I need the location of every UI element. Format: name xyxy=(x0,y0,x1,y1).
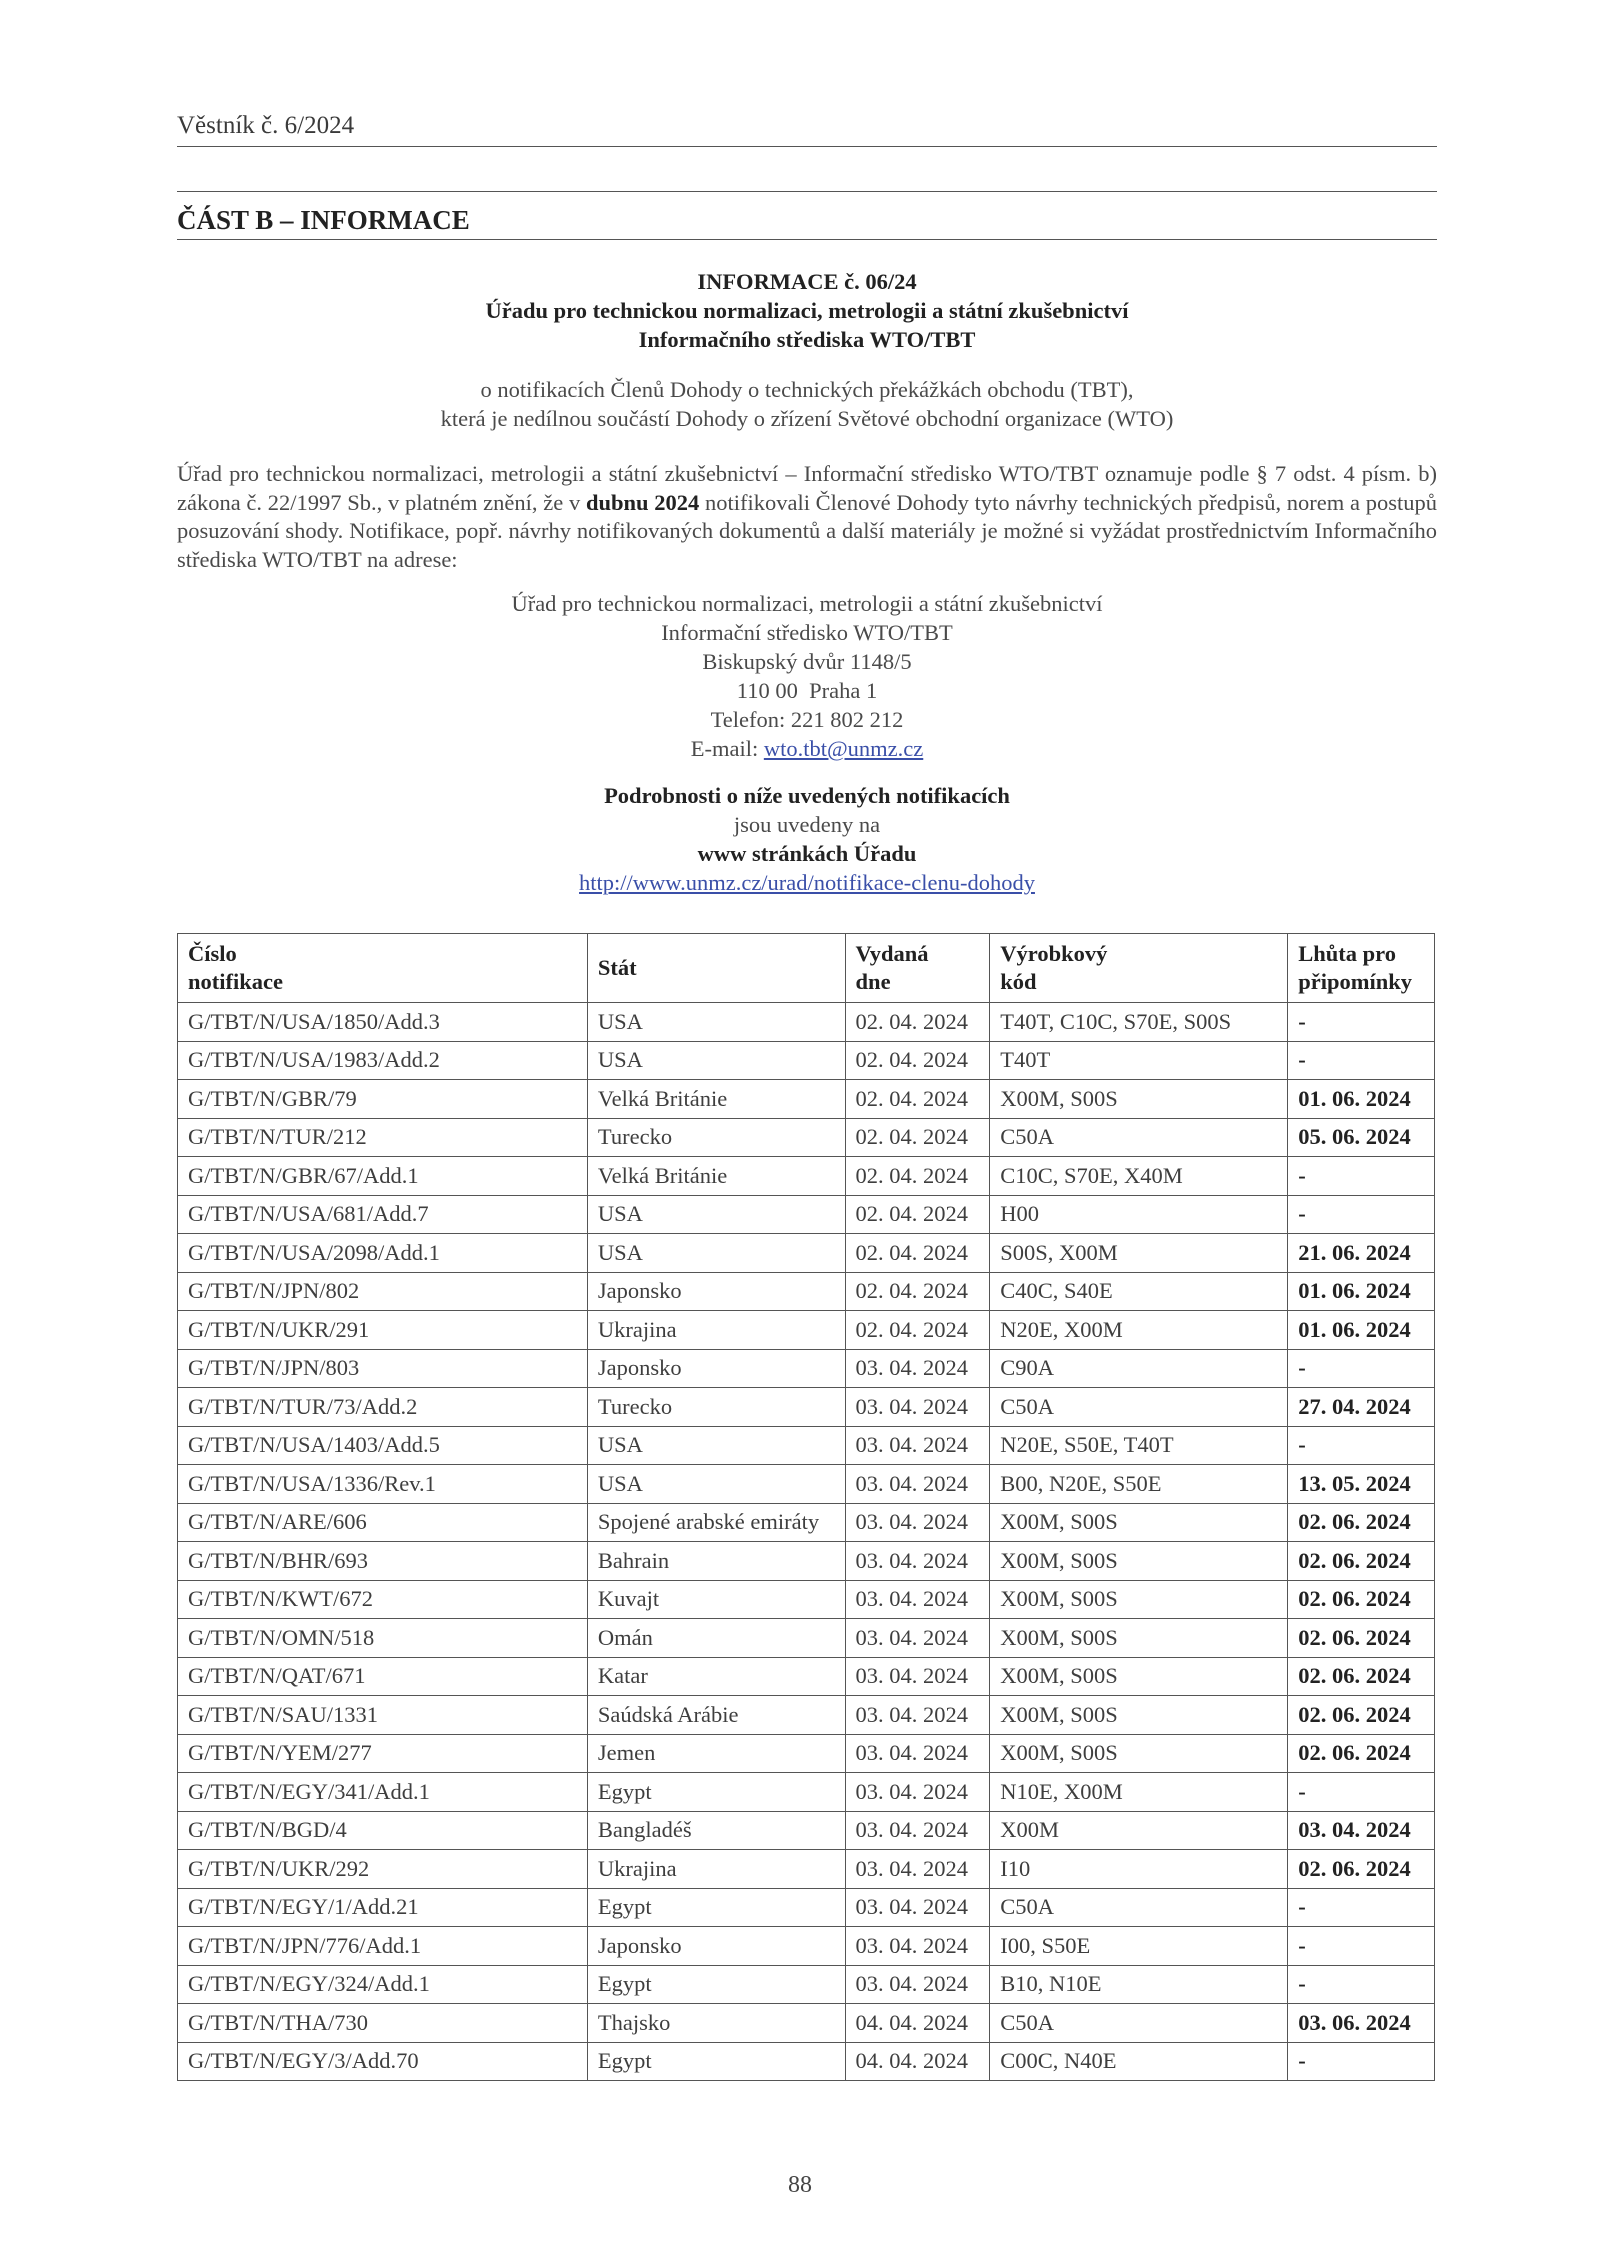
cell-issued: 03. 04. 2024 xyxy=(845,1465,990,1504)
cell-number: G/TBT/N/KWT/672 xyxy=(178,1580,588,1619)
cell-state: Omán xyxy=(587,1619,845,1658)
header-number-l1: Číslo xyxy=(188,941,237,966)
cell-state: Velká Británie xyxy=(587,1080,845,1119)
cell-issued: 03. 04. 2024 xyxy=(845,1503,990,1542)
cell-number: G/TBT/N/USA/2098/Add.1 xyxy=(178,1234,588,1273)
page-number: 88 xyxy=(788,2172,812,2198)
header-deadline xyxy=(1288,934,1435,1003)
cell-issued: 02. 04. 2024 xyxy=(845,1080,990,1119)
cell-deadline: 02. 06. 2024 xyxy=(1288,1850,1435,1889)
cell-deadline: - xyxy=(1288,1888,1435,1927)
header-issued-l1: Vydaná xyxy=(855,941,929,966)
cell-state: USA xyxy=(587,1003,845,1042)
cell-number: G/TBT/N/GBR/79 xyxy=(178,1080,588,1119)
header-issued xyxy=(845,934,990,1003)
cell-code: C50A xyxy=(990,1118,1288,1157)
cell-issued: 03. 04. 2024 xyxy=(845,1542,990,1581)
details-line3: www stránkách Úřadu xyxy=(697,841,917,866)
cell-number: G/TBT/N/BGD/4 xyxy=(178,1811,588,1850)
address-line1: Úřad pro technickou normalizaci, metrologii a státní zkušebnictví xyxy=(511,591,1103,616)
section-title: ČÁST B – INFORMACE xyxy=(177,205,470,235)
table-row xyxy=(178,1003,1435,1042)
cell-state: Katar xyxy=(587,1657,845,1696)
cell-issued: 03. 04. 2024 xyxy=(845,1349,990,1388)
cell-state: Velká Británie xyxy=(587,1157,845,1196)
table-row xyxy=(178,1965,1435,2004)
cell-number: G/TBT/N/EGY/324/Add.1 xyxy=(178,1965,588,2004)
table-row xyxy=(178,1773,1435,1812)
cell-issued: 02. 04. 2024 xyxy=(845,1311,990,1350)
cell-code: I00, S50E xyxy=(990,1927,1288,1966)
cell-state: Japonsko xyxy=(587,1349,845,1388)
table-row xyxy=(178,1272,1435,1311)
cell-code: C90A xyxy=(990,1349,1288,1388)
cell-code: X00M, S00S xyxy=(990,1542,1288,1581)
cell-state: Japonsko xyxy=(587,1272,845,1311)
cell-issued: 02. 04. 2024 xyxy=(845,1272,990,1311)
table-row xyxy=(178,1080,1435,1119)
table-row xyxy=(178,1234,1435,1273)
info-title xyxy=(177,267,1437,354)
cell-code: X00M, S00S xyxy=(990,1503,1288,1542)
cell-number: G/TBT/N/USA/1983/Add.2 xyxy=(178,1041,588,1080)
cell-deadline: 01. 06. 2024 xyxy=(1288,1311,1435,1350)
table-row xyxy=(178,1349,1435,1388)
cell-number: G/TBT/N/USA/1403/Add.5 xyxy=(178,1426,588,1465)
cell-deadline: - xyxy=(1288,1041,1435,1080)
table-row xyxy=(178,1118,1435,1157)
cell-state: Bangladéš xyxy=(587,1811,845,1850)
cell-state: USA xyxy=(587,1041,845,1080)
cell-issued: 03. 04. 2024 xyxy=(845,1388,990,1427)
subtitle-line1: o notifikacích Členů Dohody o technických překážkách obchodu (TBT), xyxy=(480,377,1134,402)
cell-deadline: 13. 05. 2024 xyxy=(1288,1465,1435,1504)
cell-deadline: - xyxy=(1288,1003,1435,1042)
intro-paragraph xyxy=(177,460,1437,574)
cell-state: Egypt xyxy=(587,1965,845,2004)
cell-issued: 03. 04. 2024 xyxy=(845,1965,990,2004)
table-row xyxy=(178,1927,1435,1966)
cell-deadline: 01. 06. 2024 xyxy=(1288,1080,1435,1119)
cell-state: USA xyxy=(587,1195,845,1234)
cell-deadline: 02. 06. 2024 xyxy=(1288,1619,1435,1658)
table-row xyxy=(178,1157,1435,1196)
address-email-line xyxy=(177,734,1437,763)
cell-deadline: - xyxy=(1288,1426,1435,1465)
header-code xyxy=(990,934,1288,1003)
cell-number: G/TBT/N/TUR/212 xyxy=(178,1118,588,1157)
table-row xyxy=(178,1465,1435,1504)
cell-number: G/TBT/N/ARE/606 xyxy=(178,1503,588,1542)
cell-deadline: 27. 04. 2024 xyxy=(1288,1388,1435,1427)
info-title-line2: Úřadu pro technickou normalizaci, metrologii a státní zkušebnictví xyxy=(485,298,1129,323)
cell-state: Turecko xyxy=(587,1388,845,1427)
cell-issued: 03. 04. 2024 xyxy=(845,1619,990,1658)
cell-issued: 02. 04. 2024 xyxy=(845,1157,990,1196)
intro-text-1: Úřad pro technickou normalizaci, metrologii a státní zkušebnictví – Informační středisko WTO/TBT oznamuje podle § 7 odst. 4 písm. b) zákona č. 22/1997 Sb., v platném znění, že v xyxy=(177,461,1437,515)
address-block xyxy=(177,589,1437,763)
cell-number: G/TBT/N/THA/730 xyxy=(178,2004,588,2043)
cell-code: C00C, N40E xyxy=(990,2042,1288,2081)
cell-code: C50A xyxy=(990,1888,1288,1927)
subtitle xyxy=(177,375,1437,433)
cell-state: Ukrajina xyxy=(587,1311,845,1350)
notifications-table xyxy=(177,933,1435,2081)
cell-number: G/TBT/N/USA/1850/Add.3 xyxy=(178,1003,588,1042)
cell-number: G/TBT/N/EGY/3/Add.70 xyxy=(178,2042,588,2081)
cell-number: G/TBT/N/EGY/1/Add.21 xyxy=(178,1888,588,1927)
cell-issued: 03. 04. 2024 xyxy=(845,1927,990,1966)
cell-code: X00M, S00S xyxy=(990,1080,1288,1119)
cell-issued: 04. 04. 2024 xyxy=(845,2004,990,2043)
cell-issued: 03. 04. 2024 xyxy=(845,1888,990,1927)
journal-header: Věstník č. 6/2024 xyxy=(177,112,355,139)
header-deadline-l2: připomínky xyxy=(1298,969,1413,994)
header-code-l1: Výrobkový xyxy=(1000,941,1108,966)
details-block xyxy=(177,781,1437,897)
address-line3: Biskupský dvůr 1148/5 xyxy=(702,649,912,674)
details-line2: jsou uvedeny na xyxy=(733,812,881,837)
cell-code: B10, N10E xyxy=(990,1965,1288,2004)
cell-deadline: 02. 06. 2024 xyxy=(1288,1696,1435,1735)
cell-number: G/TBT/N/EGY/341/Add.1 xyxy=(178,1773,588,1812)
cell-number: G/TBT/N/JPN/803 xyxy=(178,1349,588,1388)
cell-number: G/TBT/N/USA/1336/Rev.1 xyxy=(178,1465,588,1504)
cell-state: USA xyxy=(587,1465,845,1504)
intro-bold-month: dubnu 2024 xyxy=(585,489,700,515)
cell-number: G/TBT/N/UKR/291 xyxy=(178,1311,588,1350)
cell-code: C10C, S70E, X40M xyxy=(990,1157,1288,1196)
table-row xyxy=(178,1811,1435,1850)
email-label: E-mail: xyxy=(690,736,764,761)
cell-issued: 03. 04. 2024 xyxy=(845,1657,990,1696)
cell-state: USA xyxy=(587,1234,845,1273)
section-rule-top xyxy=(177,191,1437,192)
table-row xyxy=(178,1734,1435,1773)
cell-number: G/TBT/N/UKR/292 xyxy=(178,1850,588,1889)
cell-state: Saúdská Arábie xyxy=(587,1696,845,1735)
cell-deadline: 03. 06. 2024 xyxy=(1288,2004,1435,2043)
cell-code: X00M, S00S xyxy=(990,1619,1288,1658)
cell-code: X00M, S00S xyxy=(990,1657,1288,1696)
cell-code: N10E, X00M xyxy=(990,1773,1288,1812)
table-row xyxy=(178,1850,1435,1889)
cell-state: Egypt xyxy=(587,1773,845,1812)
table-row xyxy=(178,1311,1435,1350)
cell-state: Spojené arabské emiráty xyxy=(587,1503,845,1542)
cell-issued: 03. 04. 2024 xyxy=(845,1850,990,1889)
cell-deadline: - xyxy=(1288,1349,1435,1388)
details-url-link[interactable]: http://www.unmz.cz/urad/notifikace-clenu-dohody xyxy=(579,870,1035,895)
table-row xyxy=(178,1041,1435,1080)
cell-issued: 03. 04. 2024 xyxy=(845,1811,990,1850)
table-row xyxy=(178,1619,1435,1658)
cell-state: Turecko xyxy=(587,1118,845,1157)
cell-number: G/TBT/N/SAU/1331 xyxy=(178,1696,588,1735)
cell-issued: 03. 04. 2024 xyxy=(845,1696,990,1735)
cell-state: Bahrain xyxy=(587,1542,845,1581)
cell-state: Egypt xyxy=(587,2042,845,2081)
cell-state: Thajsko xyxy=(587,2004,845,2043)
cell-number: G/TBT/N/OMN/518 xyxy=(178,1619,588,1658)
table-row xyxy=(178,2004,1435,2043)
table-row xyxy=(178,2042,1435,2081)
cell-issued: 02. 04. 2024 xyxy=(845,1234,990,1273)
address-line2: Informační středisko WTO/TBT xyxy=(661,620,953,645)
subtitle-line2: která je nedílnou součástí Dohody o zřízení Světové obchodní organizace (WTO) xyxy=(440,406,1174,431)
cell-issued: 02. 04. 2024 xyxy=(845,1195,990,1234)
table-row xyxy=(178,1426,1435,1465)
details-line1: Podrobnosti o níže uvedených notifikacích xyxy=(604,783,1010,808)
cell-number: G/TBT/N/JPN/776/Add.1 xyxy=(178,1927,588,1966)
cell-number: G/TBT/N/YEM/277 xyxy=(178,1734,588,1773)
cell-deadline: - xyxy=(1288,1157,1435,1196)
email-link[interactable]: wto.tbt@unmz.cz xyxy=(763,736,924,761)
table-row xyxy=(178,1388,1435,1427)
cell-issued: 03. 04. 2024 xyxy=(845,1580,990,1619)
cell-code: X00M, S00S xyxy=(990,1580,1288,1619)
cell-deadline: - xyxy=(1288,1773,1435,1812)
cell-issued: 02. 04. 2024 xyxy=(845,1003,990,1042)
cell-issued: 04. 04. 2024 xyxy=(845,2042,990,2081)
cell-code: C40C, S40E xyxy=(990,1272,1288,1311)
cell-code: I10 xyxy=(990,1850,1288,1889)
cell-deadline: 02. 06. 2024 xyxy=(1288,1503,1435,1542)
cell-deadline: 21. 06. 2024 xyxy=(1288,1234,1435,1273)
cell-deadline: 02. 06. 2024 xyxy=(1288,1580,1435,1619)
header-code-l2: kód xyxy=(1000,969,1037,994)
cell-state: USA xyxy=(587,1426,845,1465)
table-row xyxy=(178,1696,1435,1735)
cell-code: B00, N20E, S50E xyxy=(990,1465,1288,1504)
cell-issued: 03. 04. 2024 xyxy=(845,1734,990,1773)
cell-deadline: - xyxy=(1288,1965,1435,2004)
cell-deadline: 02. 06. 2024 xyxy=(1288,1542,1435,1581)
cell-code: X00M, S00S xyxy=(990,1696,1288,1735)
cell-number: G/TBT/N/QAT/671 xyxy=(178,1657,588,1696)
cell-number: G/TBT/N/JPN/802 xyxy=(178,1272,588,1311)
header-rule xyxy=(177,146,1437,147)
cell-deadline: 02. 06. 2024 xyxy=(1288,1734,1435,1773)
cell-issued: 02. 04. 2024 xyxy=(845,1118,990,1157)
section-rule-bottom xyxy=(177,239,1437,240)
table-row xyxy=(178,1195,1435,1234)
cell-number: G/TBT/N/GBR/67/Add.1 xyxy=(178,1157,588,1196)
cell-deadline: - xyxy=(1288,2042,1435,2081)
table-row xyxy=(178,1580,1435,1619)
cell-issued: 02. 04. 2024 xyxy=(845,1041,990,1080)
address-line4: 110 00 Praha 1 xyxy=(736,678,878,703)
cell-code: X00M, S00S xyxy=(990,1734,1288,1773)
cell-state: Japonsko xyxy=(587,1927,845,1966)
cell-code: H00 xyxy=(990,1195,1288,1234)
cell-code: T40T xyxy=(990,1041,1288,1080)
table-row xyxy=(178,1657,1435,1696)
cell-code: C50A xyxy=(990,2004,1288,2043)
table-row xyxy=(178,1542,1435,1581)
cell-deadline: - xyxy=(1288,1927,1435,1966)
cell-state: Ukrajina xyxy=(587,1850,845,1889)
cell-code: N20E, X00M xyxy=(990,1311,1288,1350)
header-number-l2: notifikace xyxy=(188,969,283,994)
cell-deadline: 05. 06. 2024 xyxy=(1288,1118,1435,1157)
table-row xyxy=(178,1503,1435,1542)
header-issued-l2: dne xyxy=(855,969,891,994)
cell-deadline: 03. 04. 2024 xyxy=(1288,1811,1435,1850)
cell-code: X00M xyxy=(990,1811,1288,1850)
cell-code: N20E, S50E, T40T xyxy=(990,1426,1288,1465)
cell-code: T40T, C10C, S70E, S00S xyxy=(990,1003,1288,1042)
cell-state: Jemen xyxy=(587,1734,845,1773)
cell-code: S00S, X00M xyxy=(990,1234,1288,1273)
cell-state: Egypt xyxy=(587,1888,845,1927)
cell-number: G/TBT/N/USA/681/Add.7 xyxy=(178,1195,588,1234)
cell-deadline: 02. 06. 2024 xyxy=(1288,1657,1435,1696)
cell-deadline: - xyxy=(1288,1195,1435,1234)
table-header-row xyxy=(178,934,1435,1003)
intro-text-2: notifikovali Členové Dohody tyto návrhy technických předpisů, norem a postupů posuzování shody. Notifikace, popř. návrhy notifikovaných dokumentů a další materiály je možné si vyžádat prostřednictvím Informačního střediska WTO/TBT na adrese: xyxy=(177,489,1437,572)
cell-state: Kuvajt xyxy=(587,1580,845,1619)
cell-issued: 03. 04. 2024 xyxy=(845,1426,990,1465)
cell-deadline: 01. 06. 2024 xyxy=(1288,1272,1435,1311)
cell-issued: 03. 04. 2024 xyxy=(845,1773,990,1812)
info-title-line1: INFORMACE č. 06/24 xyxy=(697,269,917,294)
header-state: Stát xyxy=(587,934,845,1003)
cell-number: G/TBT/N/BHR/693 xyxy=(178,1542,588,1581)
info-title-line3: Informačního střediska WTO/TBT xyxy=(638,327,976,352)
table-row xyxy=(178,1888,1435,1927)
address-phone: Telefon: 221 802 212 xyxy=(710,707,904,732)
header-number xyxy=(178,934,588,1003)
header-deadline-l1: Lhůta pro xyxy=(1298,941,1396,966)
cell-number: G/TBT/N/TUR/73/Add.2 xyxy=(178,1388,588,1427)
cell-code: C50A xyxy=(990,1388,1288,1427)
